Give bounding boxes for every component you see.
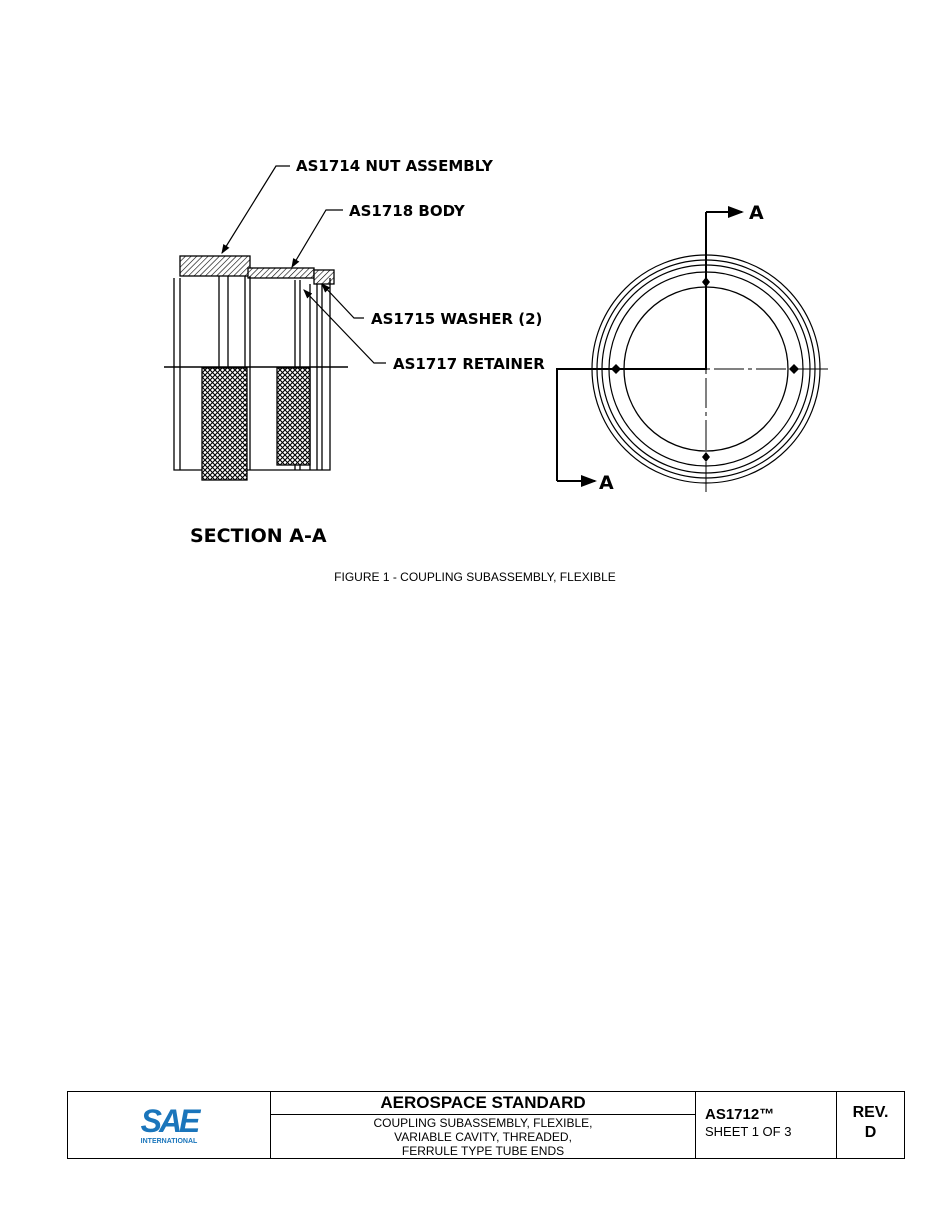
label-body: AS1718 BODY	[349, 202, 465, 220]
figure-drawing	[0, 0, 950, 600]
logo-sub: INTERNATIONAL	[140, 1138, 198, 1145]
nut-knurl	[202, 368, 247, 480]
revision	[837, 1092, 904, 1158]
heading: AEROSPACE STANDARD	[271, 1092, 695, 1115]
figure-caption: FIGURE 1 - COUPLING SUBASSEMBLY, FLEXIBLE	[334, 570, 616, 584]
sae-logo	[68, 1092, 271, 1158]
section-view	[164, 256, 348, 480]
description	[271, 1115, 695, 1158]
title-section	[271, 1092, 696, 1158]
doc-number: AS1712™	[705, 1106, 775, 1123]
label-retainer: AS1717 RETAINER	[393, 355, 545, 373]
rev-value: D	[864, 1124, 877, 1141]
label-nut-assembly: AS1714 NUT ASSEMBLY	[296, 157, 493, 175]
description-line: COUPLING SUBASSEMBLY, FLEXIBLE,	[373, 1116, 593, 1130]
doc-info	[696, 1092, 837, 1158]
title-block	[67, 1091, 905, 1159]
sae-logo-mark	[129, 1103, 209, 1147]
section-marker-bottom: A	[599, 472, 614, 494]
body-wall	[248, 268, 314, 278]
description-line: VARIABLE CAVITY, THREADED,	[394, 1130, 572, 1144]
body-knurl	[277, 368, 310, 465]
description-line: FERRULE TYPE TUBE ENDS	[401, 1144, 565, 1158]
end-view	[557, 212, 832, 494]
retainer-wall	[314, 270, 334, 284]
logo-letters: SAE	[140, 1103, 198, 1139]
sheet-number: SHEET 1 OF 3	[705, 1124, 792, 1139]
section-title: SECTION A-A	[190, 525, 327, 547]
rev-label: REV.	[852, 1104, 889, 1121]
section-marker-top: A	[749, 202, 764, 224]
nut-wall	[180, 256, 250, 276]
label-washer: AS1715 WASHER (2)	[371, 310, 543, 328]
